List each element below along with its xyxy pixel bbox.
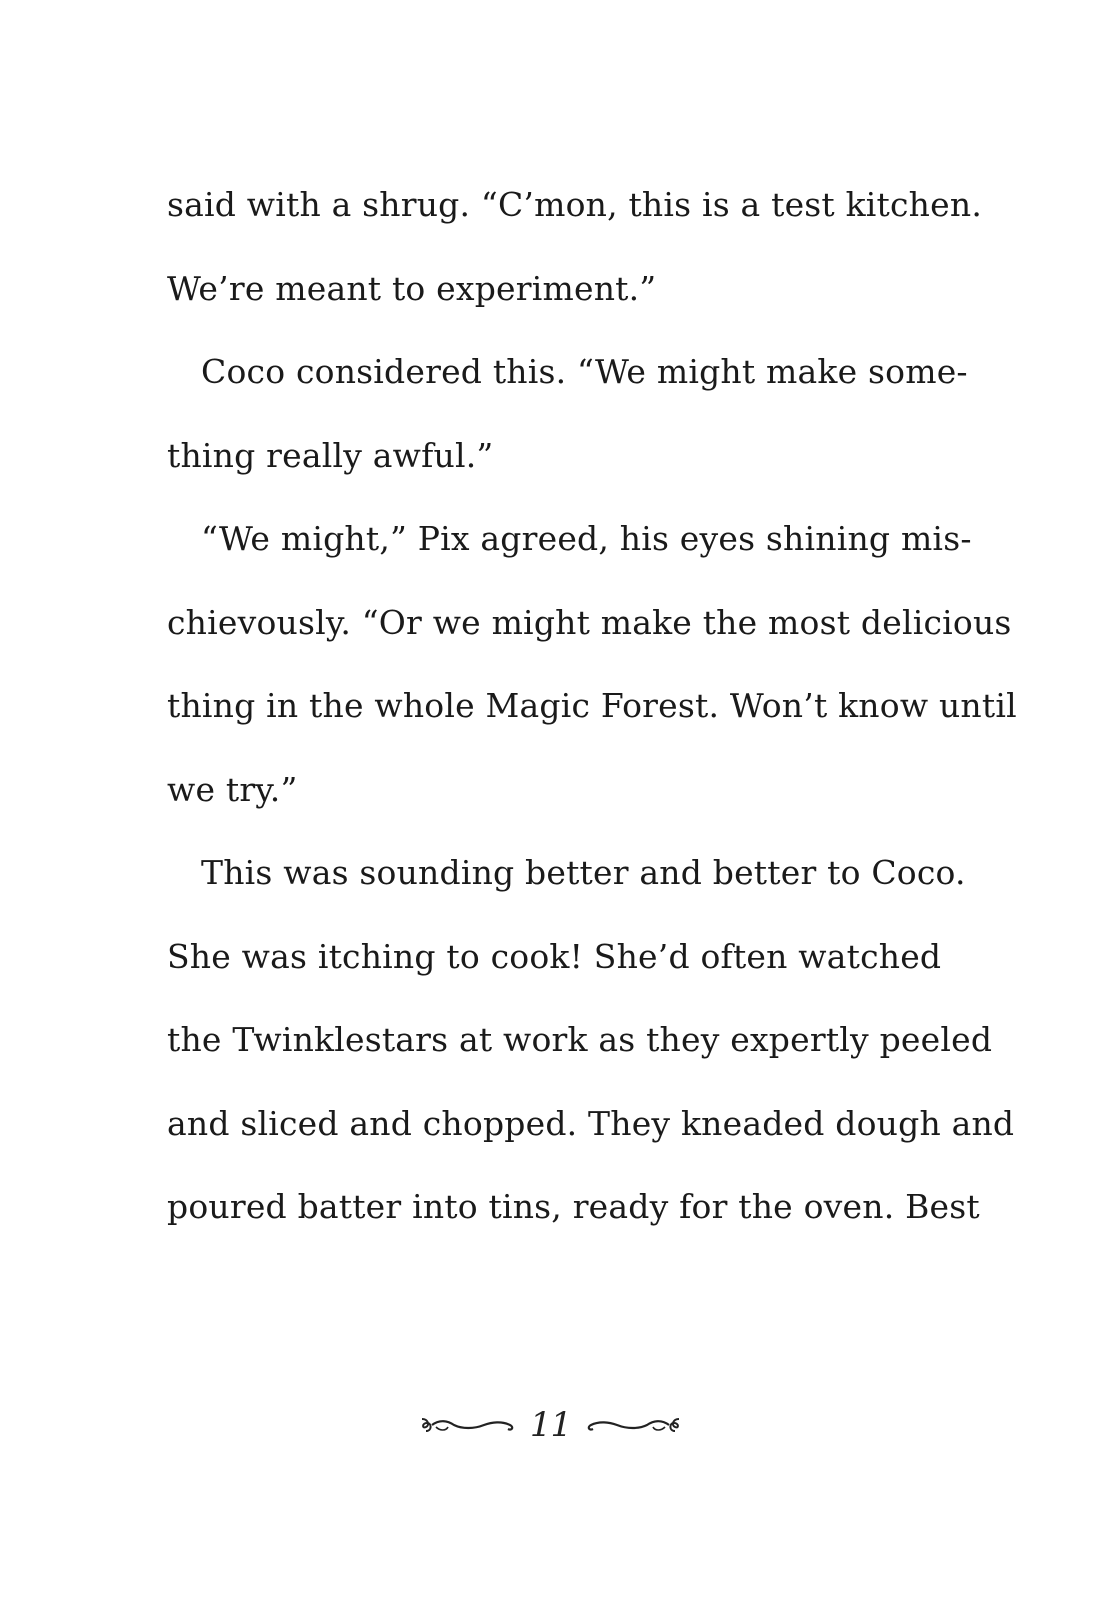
text-line: the Twinklestars at work as they expertly peeled [167, 1020, 993, 1059]
flourish-right-icon [585, 1413, 683, 1437]
text-line: thing really awful.” [167, 435, 494, 475]
text-line: This was sounding better and better to Coco. [201, 853, 966, 892]
text-line: chievously. “Or we might make the most delicious [167, 602, 1012, 642]
page-number: 11 [529, 1405, 572, 1445]
text-line: We’re meant to experiment.” [167, 268, 657, 308]
text-line: said with a shrug. “C’mon, this is a test kitchen. [167, 185, 983, 224]
page-footer [0, 1400, 1101, 1450]
flourish-left-icon [418, 1413, 516, 1437]
text-line: poured batter into tins, ready for the oven. Best [167, 1187, 980, 1226]
text-line: Coco considered this. “We might make some- [201, 352, 968, 391]
text-line: and sliced and chopped. They kneaded dough and [167, 1103, 1015, 1143]
text-line: “We might,” Pix agreed, his eyes shining mis- [201, 519, 972, 558]
body-text [167, 175, 1017, 1261]
text-line: thing in the whole Magic Forest. Won’t know until [167, 686, 1017, 725]
text-line: She was itching to cook! She’d often watched [167, 936, 942, 976]
text-line: we try.” [167, 769, 298, 809]
